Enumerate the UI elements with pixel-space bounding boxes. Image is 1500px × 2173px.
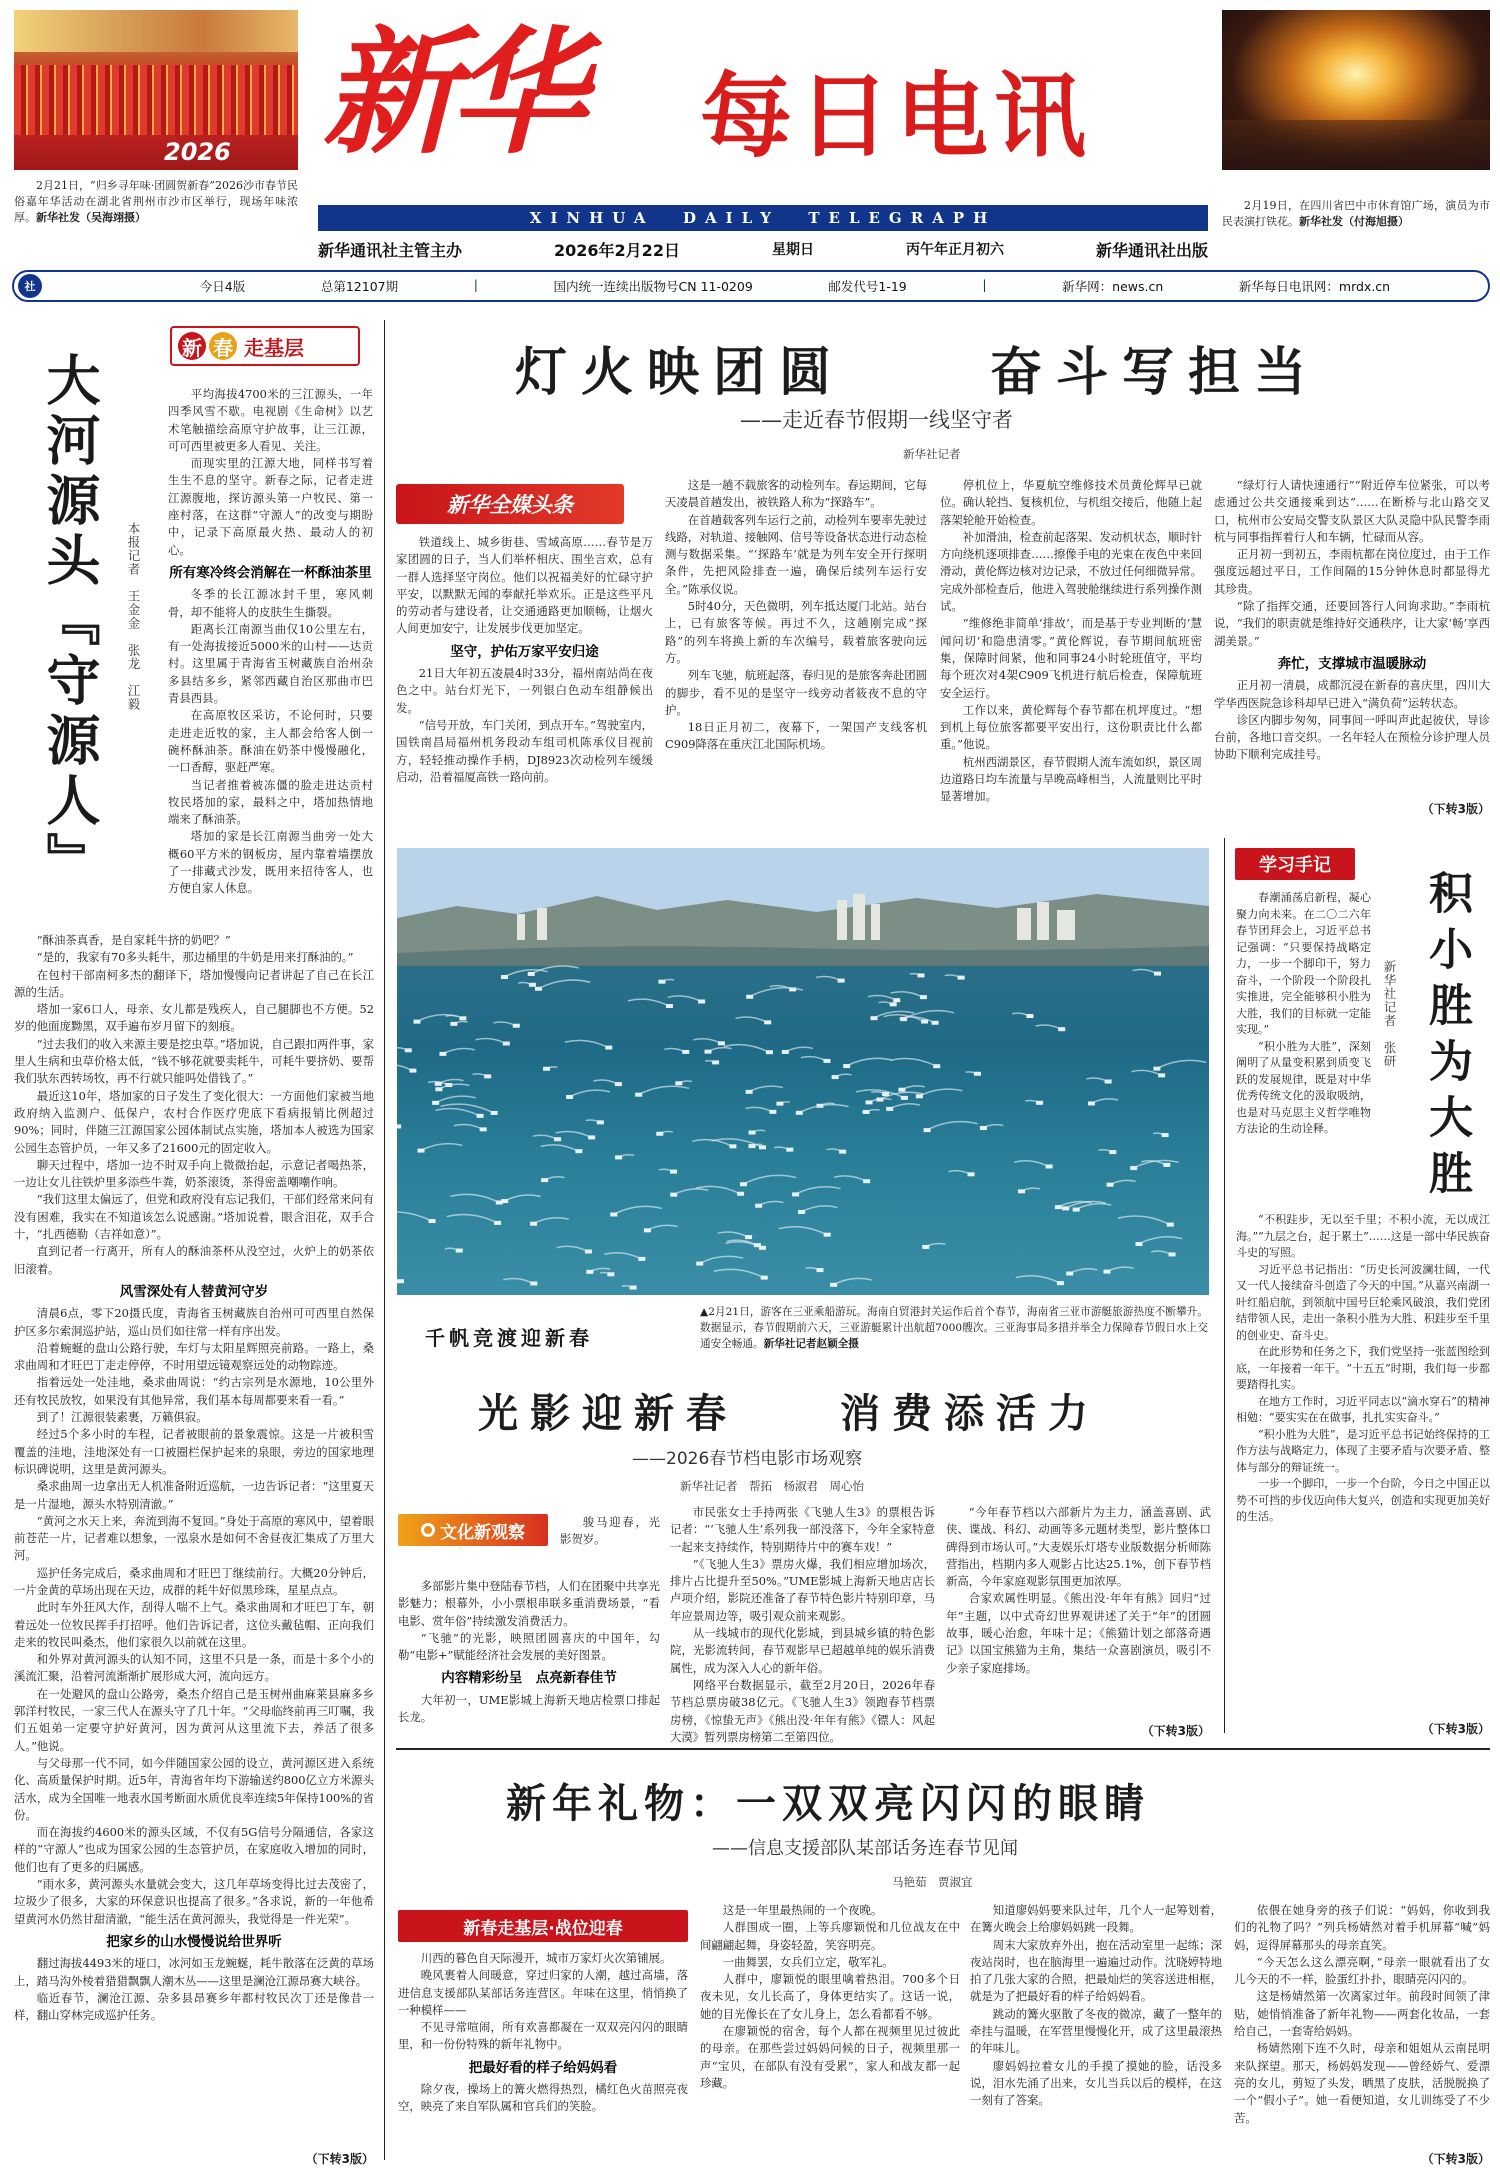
masthead-brand-script: 新华: [322, 13, 578, 173]
masthead-left-photo: [14, 10, 298, 170]
culture-headline-b: 消费添活力: [840, 1391, 1100, 1437]
masthead-sponsor: 新华通讯社主管主办: [318, 240, 463, 260]
story1-subhead-1: 所有寒冷终会消解在一杯酥油茶里: [169, 564, 372, 581]
army-subhead-1: 把最好看的样子给妈妈看: [468, 2059, 618, 2076]
masthead-date: 2026年2月22日: [554, 240, 680, 260]
army-tag: 新春走基层·战位迎春: [398, 1910, 688, 1942]
masthead-brand-en: XINHUA DAILY TELEGRAPH: [529, 209, 997, 227]
photo-credit: 新华社记者赵颖全摄: [763, 1338, 859, 1350]
masthead-publisher: 新华通讯社出版: [1095, 240, 1208, 260]
info-site-news[interactable]: 新华网：news.cn: [1062, 279, 1164, 294]
magnifier-icon: [421, 1523, 435, 1537]
culture-continued: （下转3版）: [1141, 1724, 1210, 1738]
culture-col-3: “今年春节档以六部新片为主力，涵盖喜剧、武侠、谍战、科幻、动画等多元题材类型，影片整体口碑得到市场认可。”大麦娱乐灯塔专业版数据分析师陈营指出，档期内多人观影占比达25.1%，创下春节档新高，今年家庭观影氛围更加浓厚。 合家欢属性明显。《熊出没·年年有熊》回归“过年”主题，以中式奇幻世界观讲述了关于“年”的团圆故事，暖心治愈，年味十足；《熊猫计划之部落奇遇记》以国宝熊猫为主角，集结一众喜剧演员，吸引不少亲子家庭排场。: [946, 1505, 1211, 1675]
lead-subhead-1: 坚守，护佑万家平安归途: [450, 643, 599, 660]
masthead-lunar: 丙午年正月初六: [905, 242, 1004, 258]
story1-body-top: 平均海拔4700米的三江源头，一年四季风雪不歇。电视剧《生命树》以艺术笔触描绘高原守护故事，让三江源，可可西里被更多人看见、关注。 而现实里的江源大地，同样书写着生生不息的坚守。新春之际，记者走进江源腹地，探访源头第一户牧民、第一座村落，在这群“守源人”的改变与期盼中，记录下高原最火热、最动人的初心。 所有寒冷终会消解在一杯酥油茶里 冬季的长江源冰封千里，寒风刺骨，却不能将人的皮肤生生撕裂。 距离长江南源当曲仅10公里左右，有一处海拔接近5000米的山村——达贡村。这里属于青海省玉树藏族自治州杂多县结多乡，紧邻西藏自治区那曲市巴青县西县。 在高原牧区采访，不论何时，只要走进走近牧的家，主人都会给客人倒一碗杯酥油茶。酥油在奶茶中慢慢融化，一口香醇，驱赶严寒。 当记者推着被冻僵的脸走进达贡村牧民塔加的家，最料之中，塔加热情地端来了酥油茶。 塔加的家是长江南源当曲旁一处大概60平方米的钢板房，屋内靠着墙摆放了一排藏式沙发，既用来招待客人，也方便自家人休息。: [168, 387, 373, 896]
divider-army: [396, 1748, 1490, 1750]
study-headline: 积小胜为大胜: [1421, 870, 1472, 1206]
culture-subhead-1: 内容精彩纷呈 点亮新春佳节: [441, 1670, 617, 1687]
masthead-dateline: [318, 238, 1208, 260]
army-deck: ——信息支援部队某部话务连春节见闻: [712, 1838, 1018, 1859]
culture-col-1a: 骏马迎春，光影贺岁。: [560, 1515, 660, 1547]
info-site-mrdx[interactable]: 新华每日电讯网：mrdx.cn: [1238, 279, 1391, 294]
army-continued: （下转3版）: [1421, 2152, 1490, 2166]
lead-continued: （下转3版）: [1421, 802, 1490, 816]
masthead-brand-title: 每日电讯: [700, 63, 1093, 170]
culture-byline: 新华社记者 帮拓 杨淑君 周心怡: [680, 1479, 864, 1493]
story1-headline: 大河源头『守源人』: [38, 352, 101, 892]
info-postal: 邮发代号1-19: [828, 279, 907, 294]
masthead-right-photo: [1222, 10, 1490, 170]
study-body-top: 春潮涌荡启新程，凝心聚力向未来。在二〇二六年春节团拜会上，习近平总书记强调：“只要保持战略定力，一步一个脚印干，努力奋斗，一个阶段一个阶段扎实推进，完全能够积小胜为大胜，我们的目标就一定能实现。” “积小胜为大胜”，深刻阐明了从量变积累到质变飞跃的发展规律，既是对中华优秀传统文化的汲取吸纳，也是对马克思主义哲学唯物方法论的生动诠释。: [1236, 891, 1371, 1135]
study-body-bottom: “不积跬步，无以至千里；不积小流，无以成江海。”“九层之台，起于累土”……这是一部中华民族奋斗史的写照。 习近平总书记指出：“历史长河波澜壮阔，一代又一代人接续奋斗创造了今天的中国。”从嘉兴南湖一叶红船启航，到领航中国号巨轮乘风破浪，我们党团结带领人民，走出一条积小胜为大胜、积跬步至千里的创业史、奋斗史。 在此形势和任务之下，我们党坚持一张蓝图绘到底，一年接着一年干。“十五五”时期，我们每一步都要踏得扎实。 在地方工作时，习近平同志以“滴水穿石”的精神相勉：“要实实在在做事，扎扎实实奋斗。” “积小胜为大胜”，是习近平总书记始终保持的工作方法与战略定力，体现了主要矛盾与次要矛盾、整体与部分的辩证统一。 一步一个脚印，一步一个台阶，今日之中国正以势不可挡的步伐迈向伟大复兴，创造和实现更加美好的生活。: [1236, 1213, 1490, 1523]
culture-col-2: 市民张女士手持两张《飞驰人生3》的票根告诉记者：“‘飞驰人生’系列我一部没落下，今年全家特意一起来支持续作，特别期待片中的赛车戏！” “《飞驰人生3》票房火爆，我们相应增加场次，排片占比提升至50%。”UME影城上海新天地店店长卢项介绍，影院还准备了春节特色影片特别印章，马年应景周边等，吸引观众前来观影。 从一线城市的现代化影城，到县城乡镇的特色影院，光影流转间，春节观影早已超越单纯的娱乐消费属性，成为深入人心的新年俗。 网络平台数据显示，截至2月20日，2026年春节档总票房破38亿元。《飞驰人生3》领跑春节档票房榜，《惊蛰无声》《熊出没·年年有熊》《镖人：风起大漠》暂列票房榜第二至第四位。: [670, 1505, 935, 1744]
culture-col-1: 多部影片集中登陆春节档，人们在团聚中共享光影魅力；根幕外，小小票根串联多重消费场景，“看电影、赏年俗”持续激发消费活力。 “飞驰”的光影，映照团圆喜庆的中国年，勾勒“电影+”赋能经济社会发展的美好图景。 内容精彩纷呈 点亮新春佳节 大年初一，UME影城上海新天地店检票口排起长龙。: [398, 1579, 660, 1725]
masthead-blue-bar: [318, 205, 1208, 231]
study-continued: （下转3版）: [1421, 1722, 1490, 1736]
info-issue: 总第12107期: [320, 279, 399, 294]
masthead-weekday: 星期日: [771, 242, 814, 258]
army-col-3: 知道廖妈妈要来队过年，几个人一起筹划着，在篝火晚会上给廖妈妈跳一段舞。 周末大家放弃外出，抱在活动室里一起练；深夜站岗时，也在脑海里一遍遍过动作。沈晓婷特地拍了几张大家的合照，把最灿烂的笑容送进相框，就是为了把最好看的样子给妈妈看。 跳动的篝火驱散了冬夜的微凉，藏了一整年的牵挂与温暖，在军营里慢慢化开，成了这里最滚热的年味儿。 廖妈妈拉着女儿的手摸了摸她的脸，话没多说，泪水先涌了出来，女儿当兵以后的模样，在这一刻有了答案。: [970, 1903, 1222, 2108]
lead-col-4: “绿灯行人请快速通行”“附近停车位紧张，可以考虑通过公共交通接乘到达”……在断桥与北山路交叉口，杭州市公安局交警支队景区大队灵隐中队民警李雨杭与同事指挥着行人和车辆，忙碌而从容。 正月初一到初五，李雨杭都在岗位度过，由于工作强度远超过平日，工作间隔的15分钟休息时都显得尤其珍贵。 “除了指挥交通，还要回答行人问询求助。”李雨杭说，“我们的职责就是维持好交通秩序，让大家‘畅’享西湖美景。” 奔忙，支撑城市温暖脉动 正月初一清晨，成都沉浸在新春的喜庆里，四川大学华西医院急诊科却早已进入“满负荷”运转状态。 诊区内脚步匆匆，同事间一呼叫声此起彼伏，导诊台前，各地口音交织。一名年轻人在预检分诊护理人员协助下顺利完成挂号。: [1214, 478, 1490, 762]
lead-headline-b: 奋斗写担当: [990, 343, 1321, 403]
army-col-4: 依偎在她身旁的孩子们说：“妈妈，你收到我们的礼物了吗？”列兵杨婧然对着手机屏幕“喊”妈妈，逗得屏幕那头的母亲直笑。 “今天怎么这么漂亮啊，”母亲一眼就看出了女儿今天的不一样，脸蛋红扑扑，眼睛亮闪闪的。 这是杨婧然第一次离家过年。前段时间领了津贴，她悄悄准备了新年礼物——两套化妆品，一套给自己，一套寄给妈妈。 杨婧然刚下连不久时，母亲和姐姐从云南昆明来队探望。那天，杨妈妈发现——曾经娇气、爱漂亮的女儿，剪短了头发，晒黑了皮肤，活脱脱换了一个“假小子”。她一看便知道，女儿训练受了不少苦。: [1234, 1903, 1490, 2125]
lead-byline: 新华社记者: [903, 447, 961, 461]
story1-subhead-2: 风雪深处有人替黄河守岁: [119, 1283, 269, 1300]
masthead: [0, 0, 1500, 260]
army-headline: 新年礼物：一双双亮闪闪的眼睛: [506, 1781, 1150, 1827]
study-tag: 学习手记: [1235, 848, 1355, 880]
story1-body-bottom: “酥油茶真香，是自家耗牛挤的奶吧？” “是的，我家有70多头耗牛，那边桶里的牛奶是用来打酥油的。” 在包村干部南柯多杰的翻译下，塔加慢慢向记者讲起了自己在长江源的生活。 塔加一家6口人，母亲、女儿都是残疾人，自己腿脚也不方便。52岁的他面庞黝黑，双手遍布岁月留下的刻痕。 “过去我们的收入来源主要是挖虫草。”塔加说，自己跟扣两件事，家里人生病和虫草价格太低，“钱不够花就要卖耗牛，可耗牛要挤奶、要帮我们驮东西转场牧，再不行就只能吗处借钱了。” 最近这10年，塔加家的日子发生了变化很大：一方面他们家被当地政府纳入监测户、低保户，农村合作医疗兜底下看病报销比例超过90%；同时，伴随三江源国家公园体制试点实施，塔加本人被选为国家公园生态管护员，一年又多了21600元的固定收入。 聊天过程中，塔加一边不时双手向上微微抬起，示意记者喝热茶，一边让女儿往铁炉里多添些牛粪，奶茶滚烫，茶得密盖嘲嘲作响。 “我们这里太偏远了，但党和政府没有忘记我们，干部们经常来问有没有困难，我实在不知道该怎么说感谢。”塔加说着，眼含泪花，双手合十，“扎西德勒（吉祥如意）”。 直到记者一行离开，所有人的酥油茶杯从没空过，火炉上的奶茶依旧滚着。 风雪深处有人替黄河守岁 清晨6点，零下20摄氏度，青海省玉树藏族自治州可可西里自然保护区多尔索洞巡护站，巡山员们如往常一样有序出发。 沿着蜿蜒的盘山公路行驶，车灯与太阳星辉照亮前路。一路上，桑求曲周和才旺巴丁走走停停，不时用望远镜观察远处的动物踪迹。 指着远处一处洼地，桑求曲周说：“约古宗列是水源地，10公里外还有牧民放牧，如果没有其他异常，我们基本每周都要来看一看。” 到了！江源很装素裹，万籁俱寂。 经过5个多小时的车程，记者被眼前的景象震惊。这是一片被积雪覆盖的洼地，洼地深处有一口被圈栏保护起来的泉眼，旁边的国家地理标识碑说明，这里是黄河源头。 桑求曲周一边拿出无人机准备附近巡航，一边告诉记者：“这里夏天是一片湿地，源头水特别清澈。” “黄河之水天上来，奔流到海不复回。”身处于高原的寒风中，望着眼前苍茫一片，记者难以想象，一泓泉水是如何不舍昼夜汇集成了万里大河。 巡护任务完成后，桑求曲周和才旺巴丁继续前行。大概20分钟后，一片金黄的草场出现在天边，成群的耗牛好似黑珍珠，星星点点。 此时车外狂风大作，刮得人喘不上气。桑求曲周和才旺巴丁车，朝着远处一位牧民挥手打招呼。他们告诉记者，这位头戴毡帽、正向我们走来的牧民叫桑杰，他们家很久以前就在这里。 和外界对黄河源头的认知不同，这里不只是一条，而是十多个小的溪流汇聚，沿着河流渐渐扩展形成大河，流向远方。 在一处避风的盘山公路旁，桑杰介绍自己是玉树州曲麻莱县麻多乡郭洋村牧民，一家三代人在源头守了几十年。“父母临终前再三叮嘱，我们五姐弟一定要守护好黄河，因为黄河从这里流下去，养活了很多人。”他说。 与父母那一代不同，如今伴随国家公园的设立，黄河源区进入系统化、高质量保护时期。近5年，青海省年均下游输送约800亿立方米源头活水，成为全国唯一地表水国考断面水质优良率连续5年保持100%的省份。 而在海拔约4600米的源头区域，不仅有5G信号分隔通信，各家这样的“守源人”也成为国家公园的生态管护员，在家庭收入增加的同时，他们也有了更多的归属感。 “雨水多，黄河源头水量就会变大，这几年草场变得比过去茂密了，垃圾少了很多，大家的环保意识也提高了很多。”各求说，新的一年他希望黄河水仍然甘甜清澈，“能生活在黄河源头，我觉得是一件光荣”。 把家乡的山水慢慢说给世界听 翻过海拔4493米的垭口，冰河如玉龙蜿蜒，耗牛散落在泛黄的草场上，踏马沟外棱着猎猎飘飘人潮木丛——这里是澜沧江源昂赛大峡谷。 临近春节，澜沧江源、杂多县昂赛乡年都村牧民次丁还是像昔一样，翻山穿林完成巡护任务。: [14, 933, 374, 2023]
lead-subhead-2: 奔忙，支撑城市温暖脉动: [1277, 655, 1427, 672]
column-divider-left: [384, 320, 385, 2160]
lead-tag: 新华全媒头条: [396, 484, 624, 524]
info-bar: 社 今日4版 总第12107期 | 国内统一连续出版物号CN 11-0209 邮发代号1-19 | 新华网：news.cn 新华每日电讯网：mrdx.cn: [12, 270, 1490, 302]
photo-title: 千帆竞渡迎新春: [425, 1326, 593, 1350]
info-pages: 今日4版: [199, 279, 246, 294]
story1-continued: （下转3版）: [305, 2152, 374, 2166]
culture-deck: ——2026春节档电影市场观察: [632, 1449, 863, 1469]
army-col-2: 这是一年里最热闹的一个夜晚。 人群围成一圈，上等兵廖颖悦和几位战友在中间翩翩起舞，身姿轻盈，笑容明亮。 一曲舞罢，女兵们立定，敬军礼。 人群中，廖颖悦的眼里噙着热泪。700多个日夜未见，女儿长高了，身体更结实了。这话一说，她的目光像长在了女儿身上，怎么看都看不够。 在廖颖悦的宿舍，每个人都在视频里见过彼此的母亲。在那些尝过妈妈问候的日子，视频里那一声“宝贝，在部队有没有受累”，家人和战友都一起珍藏。: [700, 1903, 960, 2090]
story1-tag: 新 春 走基层: [170, 326, 360, 366]
study-byline: 新华社记者 张研: [1382, 960, 1397, 1068]
story1-byline: 本报记者 王金金 张龙 江毅: [126, 522, 141, 711]
culture-headline-a: 光影迎新春: [478, 1391, 738, 1437]
sanya-photo-graphic: [397, 848, 1209, 1295]
lead-deck: ——走近春节假期一线坚守者: [740, 408, 1013, 432]
masthead-right-caption: 2月19日，在四川省巴中市休育馆广场，演员为市民表演打铁花。新华社发（付海旭摄）: [1222, 199, 1490, 228]
column-divider-right: [1224, 838, 1225, 1733]
photo-caption: ▲2月21日，游客在三亚乘船游玩。海南自贸港封关运作后首个春节，海南省三亚市游艇旅游热度不断攀升。数据显示，春节假期前六天，三亚游艇累计出航超7000艘次。三亚海事局多措并举全力保障春节假日水上交通安全畅通。新华社记者赵颖全摄: [700, 1306, 1208, 1350]
lead-col-3: 停机位上，华夏航空维修技术员黄伦辉早已就位。确认轮挡、复核机位，与机组交接后，他随上起落架轮舱开始检查。 补加滑油，检查前起落架、发动机状态，顺时针方向绕机逐项排查……擦像手电的光束在夜色中来回滑动，黄伦辉边核对边记录，不放过任何细微异常。完成外部检查后，他进入驾驶舱继续进行系列操作测试。 “维修绝非简单‘排故’，而是基于专业判断的‘慧闻问切’和隐患清零。”黄伦辉说，春节期间航班密集，保障时间紧，他和同事24小时轮班值守，平均每个班次对4架C909飞机进行航后检查，保障航班安全运行。 工作以来，黄伦辉每个春节都在机坪度过。“想到机上每位旅客都要平安出行，这份职责比什么都重。”他说。 杭州西湖景区，春节假期人流车流如织，景区周边道路日均车流量与旱晚高峰相当，人流量则比平时显著增加。: [940, 478, 1202, 804]
lead-col-2: 这是一趟不载旅客的动检列车。春运期间，它每天凌晨首趟发出，被铁路人称为“探路车”。 在首趟载客列车运行之前，动检列车要率先驶过线路，对轨道、接触网、信号等设备状态进行动态检测与数据采集。“‘探路车’就是为列车安全开行探明条件，先把风险排查一遍，确保后续列车运行安全。”陈承仪说。 5时40分，天色微明，列车抵达厦门北站。站台上，已有旅客等候。再过不久，这趟刚完成“探路”的列车将换上新的车次编号，载着旅客驶向远方。 列车飞驰，航班起落，春归见的是旅客奔赴团圆的脚步，看不见的是坚守一线旁动者筱夜不息的守护。 18日正月初二，夜幕下，一架国产支线客机C909降落在重庆江北国际机场。: [665, 478, 927, 752]
masthead-left-caption: 2月21日，“归乡寻年味·团圆贺新春”2026沙市春节民俗嘉年华活动在湖北省荆州市沙市区举行，现场年味浓厚。新华社发（吴海翊摄）: [14, 179, 298, 224]
masthead-left-photo-text: 2026: [164, 138, 231, 166]
info-bar-logo: 社: [18, 274, 42, 298]
lead-col-1: 铁道线上、城乡街巷、雪域高原……春节是万家团圆的日子，当人们举杯相庆、围坐言欢，总有一群人选择坚守岗位。他们以祝福美好的忙碌守护平安，以默默无闻的奉献托举欢乐。正是这些平凡的劳动者与建设者，让交通通路更加顺畅，让烟火人间更加安宁，让发展步伐更加坚定。 坚守，护佑万家平安归途 21日大年初五凌晨4时33分，福州南站尚在夜色之中。站台灯光下，一列银白色动车组静候出发。 “信号开放，车门关闭，到点开车。”驾驶室内，国铁南昌局福州机务段动车组司机陈承仪目视前方，轻轻推动操作手柄，DJ8923次动检列车缓缓启动，沿着福厦高铁一路向前。: [396, 535, 653, 784]
story1-subhead-3: 把家乡的山水慢慢说给世界听: [106, 1933, 282, 1950]
army-col-1: 川西的暮色自天际漫开，城市万家灯火次第铺展。 晚风裹着人间暖意，穿过归家的人潮，越过高墙，落进信息支援部队某部话务连营区。年味在这里，悄悄换了一种模样—— 不见寻常喧闹，所有欢喜都凝在一双双亮闪闪的眼睛里，和一份份特殊的新年礼物中。 把最好看的样子给妈妈看 除夕夜，操场上的篝火燃得热烈，橘红色火苗照亮夜空，映亮了来自军队属和官兵们的笑脸。: [398, 1951, 688, 2114]
army-byline: 马艳茹 贾淑宜: [892, 1875, 973, 1889]
info-cn: 国内统一连续出版物号CN 11-0209: [553, 279, 753, 294]
culture-tag: 文化新观察: [398, 1514, 548, 1546]
lead-headline-a: 灯火映团圆: [515, 343, 846, 403]
sanya-photo: [397, 848, 1209, 1295]
